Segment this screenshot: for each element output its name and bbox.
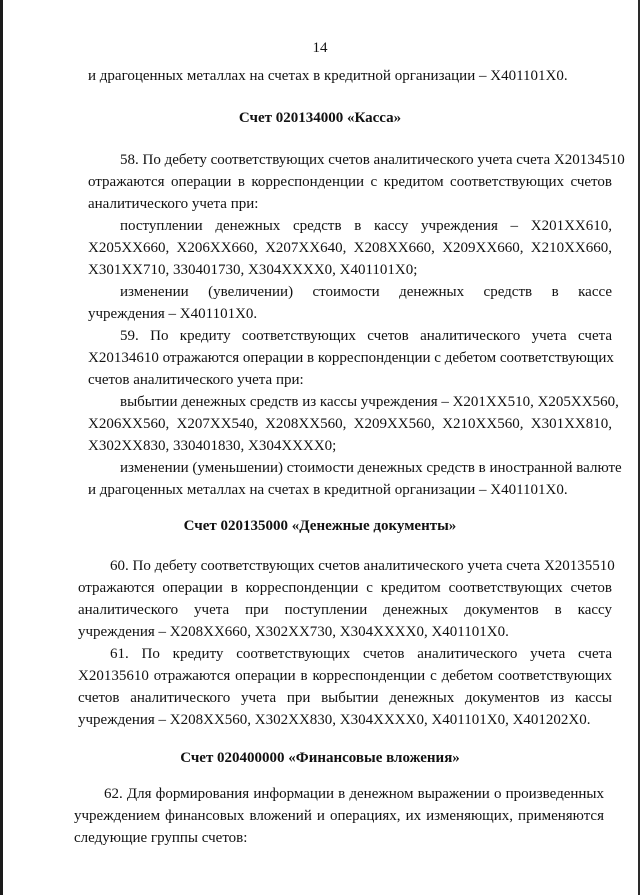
paragraph-line: Х205ХХ660, Х206ХХ660, Х207ХХ640, Х208ХХ660, Х209ХХ660, Х210ХХ660, (88, 240, 612, 256)
paragraph-line: 58. По дебету соответствующих счетов аналитического учета счета Х20134510 (120, 152, 625, 168)
paragraph-line: 61. По кредиту соответствующих счетов аналитического учета счета (110, 646, 612, 662)
section-heading-financial-investments: Счет 020400000 «Финансовые вложения» (180, 750, 460, 766)
paragraph-line: и драгоценных металлах на счетах в кредитной организации – Х401101Х0. (88, 482, 568, 498)
paragraph-line: изменении (увеличении) стоимости денежных средств в кассе (120, 284, 612, 300)
section-heading-money-documents: Счет 020135000 «Денежные документы» (183, 518, 457, 534)
paragraph-line: Х20135610 отражаются операции в корреспонденции с дебетом соответствующих (78, 668, 612, 684)
paragraph-line: выбытии денежных средств из кассы учреждения – Х201ХХ510, Х205ХХ560, (120, 394, 619, 410)
paragraph-line: аналитического учета при: (88, 196, 259, 212)
paragraph-line: учреждением финансовых вложений и операциях, их изменяющих, применяются (74, 808, 604, 824)
continued-line: и драгоценных металлах на счетах в кредитной организации – Х401101Х0. (88, 68, 568, 84)
paragraph-line: 60. По дебету соответствующих счетов аналитического учета счета Х20135510 (110, 558, 615, 574)
paragraph-line: учреждения – Х208ХХ560, Х302ХХ830, Х304ХХХХ0, Х401101Х0, Х401202Х0. (78, 712, 591, 728)
paragraph-line: поступлении денежных средств в кассу учреждения – Х201ХХ610, (120, 218, 612, 234)
paragraph-line: следующие группы счетов: (74, 830, 248, 846)
paragraph-line: Х20134610 отражаются операции в корреспонденции с дебетом соответствующих (88, 350, 614, 366)
paragraph-line: счетов аналитического учета при выбытии денежных документов из кассы (78, 690, 612, 706)
paragraph-line: изменении (уменьшении) стоимости денежных средств в иностранной валюте (120, 460, 622, 476)
paragraph-line: 62. Для формирования информации в денежном выражении о произведенных (104, 786, 604, 802)
paragraph-line: учреждения – Х401101Х0. (88, 306, 258, 322)
paragraph-line: отражаются операции в корреспонденции с кредитом соответствующих счетов (88, 174, 612, 190)
paragraph-line: аналитического учета при поступлении денежных документов в кассу (78, 602, 612, 618)
paragraph-line: отражаются операции в корреспонденции с кредитом соответствующих счетов (78, 580, 612, 596)
section-heading-kassa: Счет 020134000 «Касса» (238, 110, 402, 126)
paragraph-line: Х206ХХ560, Х207ХХ540, Х208ХХ560, Х209ХХ560, Х210ХХ560, Х301ХХ810, (88, 416, 612, 432)
page-number: 14 (312, 40, 328, 56)
paragraph-line: Х302ХХ830, 330401830, Х304ХХХХ0; (88, 438, 337, 454)
paragraph-line: учреждения – Х208ХХ660, Х302ХХ730, Х304ХХХХ0, Х401101Х0. (78, 624, 509, 640)
paragraph-line: 59. По кредиту соответствующих счетов аналитического учета счета (120, 328, 612, 344)
paragraph-line: счетов аналитического учета при: (88, 372, 304, 388)
paragraph-line: Х301ХХ710, 330401730, Х304ХХХХ0, Х401101Х0; (88, 262, 418, 278)
